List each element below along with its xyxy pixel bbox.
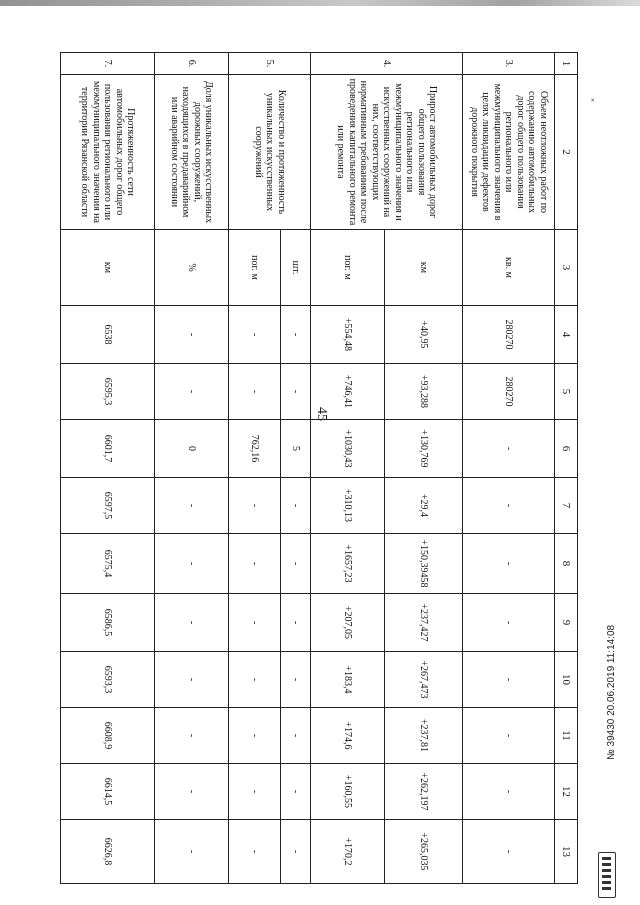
header-cell: 4	[555, 306, 578, 364]
value-cell: -	[281, 764, 311, 820]
value-cell: -	[155, 652, 229, 708]
indicator-name: Объем неотложных работ по содержанию автомобильных дорог общего пользования регионального или межмуниципального значения в целях ликвидации дефектов дорожного покрытия	[463, 75, 555, 230]
value-cell: 280270	[463, 364, 555, 420]
value-cell: -	[281, 478, 311, 534]
value-cell: +265,035	[385, 820, 463, 884]
value-cell: -	[463, 652, 555, 708]
indicators-table	[60, 52, 578, 884]
header-cell: 7	[555, 478, 578, 534]
value-cell: -	[229, 820, 281, 884]
value-cell: 0	[155, 420, 229, 478]
table-row	[463, 53, 555, 884]
rotated-table	[74, 52, 578, 883]
value-cell: +1030,43	[311, 420, 385, 478]
value-cell: -	[463, 764, 555, 820]
header-cell: 5	[555, 364, 578, 420]
value-cell: 762,16	[229, 420, 281, 478]
value-cell: +267,473	[385, 652, 463, 708]
scan-mark: ˟	[591, 97, 595, 107]
unit-cell: пог. м	[229, 230, 281, 306]
header-cell: 1	[555, 53, 578, 75]
table-container	[74, 52, 578, 883]
value-cell: -	[155, 764, 229, 820]
value-cell: +746,41	[311, 364, 385, 420]
header-cell: 12	[555, 764, 578, 820]
value-cell: -	[155, 534, 229, 594]
header-cell: 6	[555, 420, 578, 478]
table-row	[155, 53, 229, 884]
header-cell: 2	[555, 75, 578, 230]
header-cell: 11	[555, 708, 578, 764]
value-cell: -	[281, 820, 311, 884]
value-cell: +29,4	[385, 478, 463, 534]
indicator-name: Протяженность сети автомобильных дорог общего пользования регионального или межмуниципального значения на территории Рязанской области	[61, 75, 155, 230]
value-cell: -	[155, 594, 229, 652]
value-cell: -	[229, 594, 281, 652]
value-cell: -	[229, 534, 281, 594]
header-cell: 10	[555, 652, 578, 708]
value-cell: +160,55	[311, 764, 385, 820]
value-cell: 6593,3	[61, 652, 155, 708]
value-cell: -	[155, 820, 229, 884]
value-cell: 6595,3	[61, 364, 155, 420]
header-cell: 13	[555, 820, 578, 884]
value-cell: +237,81	[385, 708, 463, 764]
value-cell: +310,13	[311, 478, 385, 534]
value-cell: 6601,7	[61, 420, 155, 478]
value-cell: -	[155, 364, 229, 420]
value-cell: -	[281, 652, 311, 708]
header-cell: 3	[555, 230, 578, 306]
value-cell: 6597,5	[61, 478, 155, 534]
value-cell: -	[281, 306, 311, 364]
value-cell: -	[281, 708, 311, 764]
unit-cell: %	[155, 230, 229, 306]
value-cell: +237,427	[385, 594, 463, 652]
indicator-name: Доля уникальных искусственных дорожных сооружений, находящихся в предаварийном или аварийном состоянии	[155, 75, 229, 230]
value-cell: +1657,23	[311, 534, 385, 594]
indicator-name: Прирост автомобильных дорог общего пользования регионального или межмуниципального значения и искусственных сооружений на них, соответствующих нормативным требованиям после проведения капитального ремонта или ремонта	[311, 75, 463, 230]
row-number: 7.	[61, 53, 155, 75]
value-cell: +130,769	[385, 420, 463, 478]
value-cell: -	[229, 708, 281, 764]
value-cell: +174,6	[311, 708, 385, 764]
value-cell: +170,2	[311, 820, 385, 884]
value-cell: -	[155, 708, 229, 764]
value-cell: +207,05	[311, 594, 385, 652]
page-number: 45	[314, 407, 329, 421]
value-cell: -	[281, 534, 311, 594]
value-cell: 5	[281, 420, 311, 478]
table-row	[281, 53, 311, 884]
row-number: 6.	[155, 53, 229, 75]
unit-cell: кв. м	[463, 230, 555, 306]
value-cell: -	[463, 594, 555, 652]
value-cell: 6626,8	[61, 820, 155, 884]
value-cell: -	[463, 820, 555, 884]
value-cell: +262,197	[385, 764, 463, 820]
row-number: 3.	[463, 53, 555, 75]
registration-stamp: № 39430 20.06.2019 11:14:08	[606, 624, 617, 760]
indicator-name: Количество и протяженность уникальных искусственных сооружений	[229, 75, 311, 230]
unit-cell: км	[61, 230, 155, 306]
value-cell: +40,95	[385, 306, 463, 364]
value-cell: -	[463, 708, 555, 764]
stamp-logo-icon	[598, 852, 616, 898]
value-cell: -	[229, 478, 281, 534]
value-cell: -	[155, 306, 229, 364]
scan-edge	[0, 0, 640, 6]
unit-cell: шт.	[281, 230, 311, 306]
value-cell: 6538	[61, 306, 155, 364]
value-cell: -	[463, 478, 555, 534]
value-cell: -	[229, 652, 281, 708]
value-cell: +183,4	[311, 652, 385, 708]
value-cell: -	[463, 420, 555, 478]
header-row	[555, 53, 578, 884]
value-cell: 280270	[463, 306, 555, 364]
row-number: 4.	[311, 53, 463, 75]
value-cell: -	[229, 764, 281, 820]
value-cell: -	[281, 594, 311, 652]
value-cell: -	[229, 364, 281, 420]
value-cell: -	[281, 364, 311, 420]
value-cell: +554,48	[311, 306, 385, 364]
header-cell: 9	[555, 594, 578, 652]
header-cell: 8	[555, 534, 578, 594]
row-number: 5.	[229, 53, 311, 75]
unit-cell: пог. м	[311, 230, 385, 306]
unit-cell: км	[385, 230, 463, 306]
value-cell: 6608,9	[61, 708, 155, 764]
value-cell: 6586,5	[61, 594, 155, 652]
value-cell: +150,39458	[385, 534, 463, 594]
value-cell: +93,288	[385, 364, 463, 420]
table-row	[385, 53, 463, 884]
value-cell: -	[463, 534, 555, 594]
value-cell: -	[229, 306, 281, 364]
value-cell: 6575,4	[61, 534, 155, 594]
table-row	[61, 53, 155, 884]
value-cell: 6614,5	[61, 764, 155, 820]
value-cell: -	[155, 478, 229, 534]
